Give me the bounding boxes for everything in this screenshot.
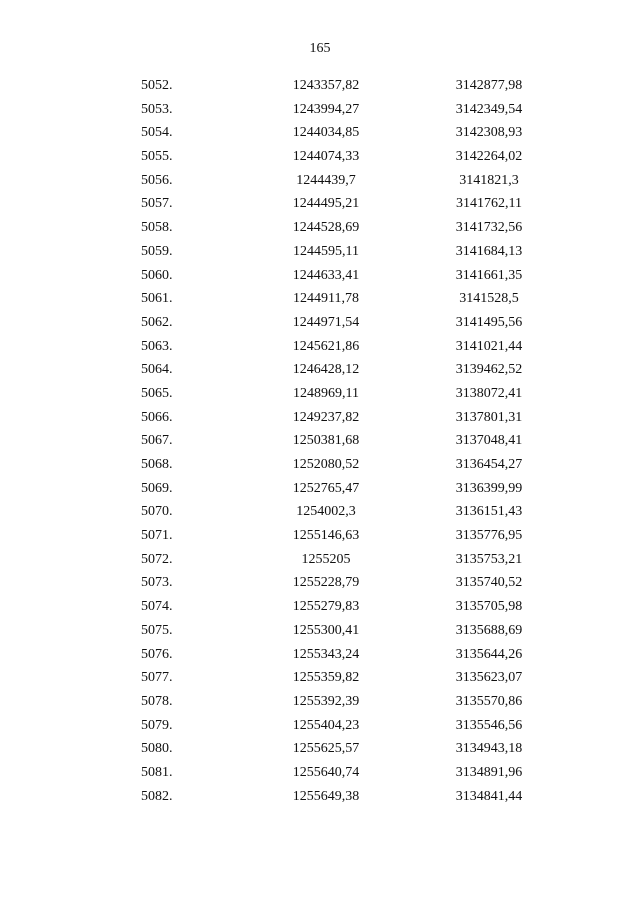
row-number: 5069. <box>141 480 173 496</box>
table-row <box>0 242 640 266</box>
x-coordinate: 1255343,24 <box>292 646 360 662</box>
table-row <box>0 668 640 692</box>
x-coordinate: 1244528,69 <box>292 220 360 236</box>
y-coordinate: 3134891,96 <box>455 764 523 780</box>
table-row <box>0 123 640 147</box>
y-coordinate: 3142308,93 <box>455 125 523 141</box>
x-coordinate: 1254002,3 <box>296 504 356 520</box>
coordinate-table <box>0 76 640 810</box>
x-coordinate: 1243357,82 <box>292 78 360 93</box>
table-row <box>0 716 640 740</box>
y-coordinate: 3142349,54 <box>455 101 523 117</box>
y-coordinate: 3141021,44 <box>455 338 523 354</box>
table-row <box>0 194 640 218</box>
y-coordinate: 3141762,11 <box>456 196 522 212</box>
y-coordinate: 3135753,21 <box>455 551 523 567</box>
x-coordinate: 1255404,23 <box>292 717 360 733</box>
x-coordinate: 1245621,86 <box>292 338 360 354</box>
table-row <box>0 266 640 290</box>
y-coordinate: 3139462,52 <box>455 362 523 378</box>
table-row <box>0 597 640 621</box>
row-number: 5061. <box>141 291 173 307</box>
row-number: 5056. <box>141 172 173 188</box>
table-row <box>0 502 640 526</box>
row-number: 5075. <box>141 622 173 638</box>
row-number: 5081. <box>141 764 173 780</box>
table-row <box>0 573 640 597</box>
x-coordinate: 1255279,83 <box>292 599 360 615</box>
y-coordinate: 3142264,02 <box>455 149 523 165</box>
y-coordinate: 3141821,3 <box>459 172 519 188</box>
table-row <box>0 100 640 124</box>
table-row <box>0 455 640 479</box>
table-row <box>0 621 640 645</box>
x-coordinate: 1250381,68 <box>292 433 360 449</box>
table-row <box>0 360 640 384</box>
y-coordinate: 3136399,99 <box>455 480 523 496</box>
page-number: 165 <box>309 41 331 56</box>
table-row <box>0 479 640 503</box>
x-coordinate: 1244911,78 <box>293 291 359 307</box>
y-coordinate: 3136454,27 <box>455 457 523 472</box>
row-number: 5064. <box>141 362 173 378</box>
x-coordinate: 1246428,12 <box>292 362 360 378</box>
x-coordinate: 1255300,41 <box>292 622 360 638</box>
y-coordinate: 3135546,56 <box>455 717 523 733</box>
x-coordinate: 1244495,21 <box>292 196 360 212</box>
y-coordinate: 3141495,56 <box>455 314 523 330</box>
y-coordinate: 3137801,31 <box>455 409 523 425</box>
table-row <box>0 408 640 432</box>
x-coordinate: 1255649,38 <box>292 788 360 804</box>
y-coordinate: 3134841,44 <box>455 788 523 804</box>
row-number: 5057. <box>141 196 173 212</box>
y-coordinate: 3136151,43 <box>455 504 523 520</box>
row-number: 5054. <box>141 125 173 141</box>
row-number: 5053. <box>141 101 173 117</box>
table-row <box>0 550 640 574</box>
row-number: 5063. <box>141 338 173 354</box>
y-coordinate: 3137048,41 <box>455 433 523 449</box>
x-coordinate: 1244595,11 <box>293 243 359 259</box>
x-coordinate: 1243994,27 <box>292 101 360 117</box>
row-number: 5082. <box>141 788 173 804</box>
y-coordinate: 3134943,18 <box>455 741 523 757</box>
row-number: 5060. <box>141 267 173 283</box>
row-number: 5080. <box>141 741 173 757</box>
row-number: 5067. <box>141 433 173 449</box>
table-row <box>0 692 640 716</box>
row-number: 5077. <box>141 670 173 686</box>
row-number: 5073. <box>141 575 173 591</box>
row-number: 5078. <box>141 693 173 709</box>
x-coordinate: 1244633,41 <box>292 267 360 283</box>
row-number: 5055. <box>141 149 173 165</box>
table-row <box>0 171 640 195</box>
y-coordinate: 3135740,52 <box>455 575 523 591</box>
x-coordinate: 1255392,39 <box>292 693 360 709</box>
row-number: 5071. <box>141 528 173 544</box>
table-row <box>0 313 640 337</box>
row-number: 5052. <box>141 78 173 93</box>
y-coordinate: 3135623,07 <box>455 670 523 686</box>
table-row <box>0 76 640 100</box>
table-row <box>0 787 640 811</box>
row-number: 5079. <box>141 717 173 733</box>
x-coordinate: 1255146,63 <box>292 528 360 544</box>
x-coordinate: 1244439,7 <box>296 172 356 188</box>
x-coordinate: 1252765,47 <box>292 480 360 496</box>
x-coordinate: 1244971,54 <box>292 314 360 330</box>
x-coordinate: 1255625,57 <box>292 741 360 757</box>
y-coordinate: 3141528,5 <box>459 291 519 307</box>
x-coordinate: 1249237,82 <box>292 409 360 425</box>
x-coordinate: 1255228,79 <box>292 575 360 591</box>
row-number: 5074. <box>141 599 173 615</box>
row-number: 5062. <box>141 314 173 330</box>
row-number: 5059. <box>141 243 173 259</box>
table-row <box>0 384 640 408</box>
x-coordinate: 1255205 <box>301 551 351 567</box>
table-row <box>0 218 640 242</box>
table-row <box>0 431 640 455</box>
y-coordinate: 3135688,69 <box>455 622 523 638</box>
y-coordinate: 3142877,98 <box>455 78 523 93</box>
x-coordinate: 1255359,82 <box>292 670 360 686</box>
y-coordinate: 3135705,98 <box>455 599 523 615</box>
y-coordinate: 3141684,13 <box>455 243 523 259</box>
table-row <box>0 147 640 171</box>
y-coordinate: 3141661,35 <box>455 267 523 283</box>
row-number: 5070. <box>141 504 173 520</box>
table-row <box>0 289 640 313</box>
row-number: 5076. <box>141 646 173 662</box>
x-coordinate: 1252080,52 <box>292 457 360 472</box>
row-number: 5072. <box>141 551 173 567</box>
y-coordinate: 3135644,26 <box>455 646 523 662</box>
table-row <box>0 526 640 550</box>
table-row <box>0 763 640 787</box>
x-coordinate: 1255640,74 <box>292 764 360 780</box>
x-coordinate: 1248969,11 <box>293 385 359 401</box>
x-coordinate: 1244074,33 <box>292 149 360 165</box>
row-number: 5066. <box>141 409 173 425</box>
x-coordinate: 1244034,85 <box>292 125 360 141</box>
table-row <box>0 337 640 361</box>
y-coordinate: 3135570,86 <box>455 693 523 709</box>
y-coordinate: 3141732,56 <box>455 220 523 236</box>
table-row <box>0 739 640 763</box>
y-coordinate: 3138072,41 <box>455 385 523 401</box>
y-coordinate: 3135776,95 <box>455 528 523 544</box>
row-number: 5068. <box>141 457 173 472</box>
row-number: 5065. <box>141 385 173 401</box>
table-row <box>0 645 640 669</box>
row-number: 5058. <box>141 220 173 236</box>
